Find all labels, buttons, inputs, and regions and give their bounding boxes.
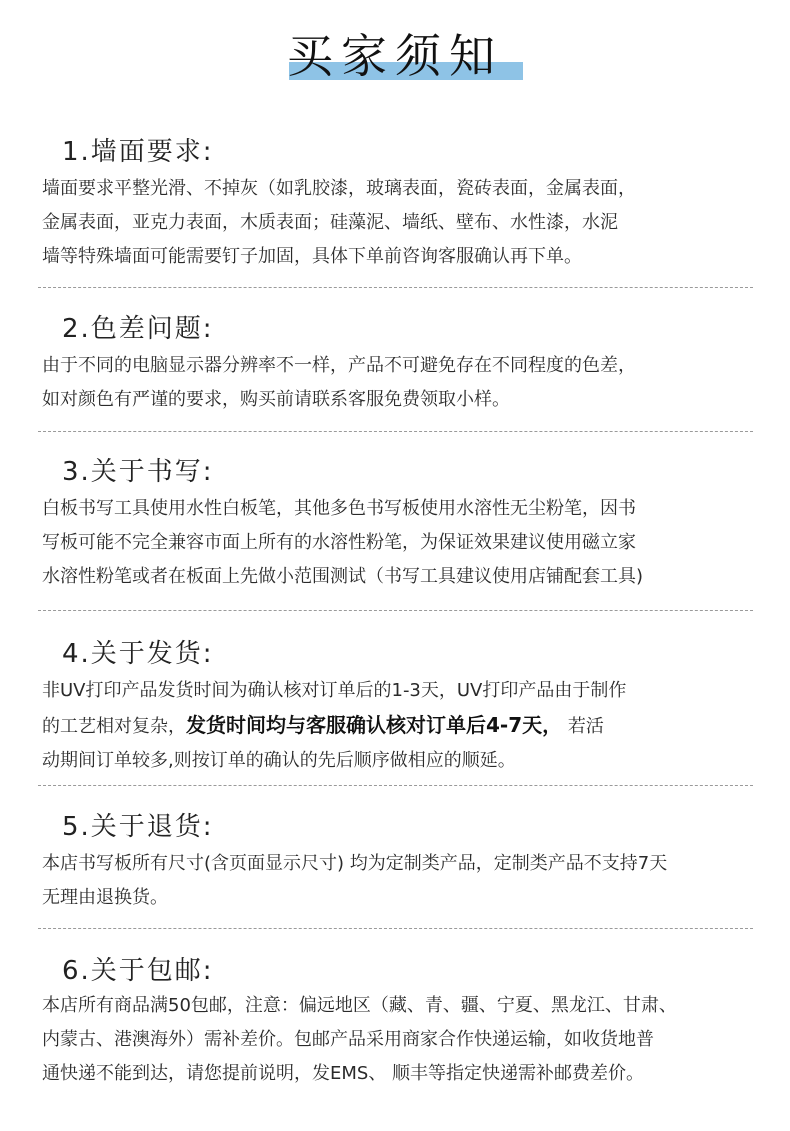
emphasized-text: 发货时间均与客服确认核对订单后4-7天， bbox=[186, 713, 563, 737]
body-line: 本店书写板所有尺寸(含页面显示尺寸) 均为定制类产品，定制类产品不支持7天 bbox=[42, 853, 668, 874]
body-line: 内蒙古、港澳海外）需补差价。包邮产品采用商家合作快递运输，如收货地普 bbox=[42, 1029, 654, 1050]
body-line: 非UV打印产品发货时间为确认核对订单后的1-3天，UV打印产品由于制作 bbox=[42, 680, 627, 701]
section-heading: 5.关于退货: bbox=[62, 812, 214, 842]
body-line bbox=[42, 708, 772, 744]
body-line: 水溶性粉笔或者在板面上先做小范围测试（书写工具建议使用店铺配套工具) bbox=[42, 566, 644, 587]
section-body bbox=[42, 847, 772, 915]
section-heading: 6.关于包邮: bbox=[62, 956, 214, 986]
body-text: 若活 bbox=[562, 716, 604, 737]
body-line: 金属表面，亚克力表面，木质表面；硅藻泥、墙纸、壁布、水性漆，水泥 bbox=[42, 212, 618, 233]
section-body bbox=[42, 674, 772, 778]
body-line: 墙面要求平整光滑、不掉灰（如乳胶漆，玻璃表面，瓷砖表面，金属表面， bbox=[42, 178, 636, 199]
body-line: 写板可能不完全兼容市面上所有的水溶性粉笔，为保证效果建议使用磁立家 bbox=[42, 532, 636, 553]
dashed-divider bbox=[38, 610, 753, 611]
body-line: 白板书写工具使用水性白板笔，其他多色书写板使用水溶性无尘粉笔，因书 bbox=[42, 498, 636, 519]
body-line: 动期间订单较多,则按订单的确认的先后顺序做相应的顺延。 bbox=[42, 750, 516, 771]
dashed-divider bbox=[38, 928, 753, 929]
section-body bbox=[42, 349, 772, 417]
body-line: 如对颜色有严谨的要求，购买前请联系客服免费领取小样。 bbox=[42, 389, 510, 410]
section-heading: 4.关于发货: bbox=[62, 639, 214, 669]
body-line: 由于不同的电脑显示器分辨率不一样，产品不可避免存在不同程度的色差， bbox=[42, 355, 636, 376]
dashed-divider bbox=[38, 431, 753, 432]
page-title-block bbox=[0, 22, 790, 92]
dashed-divider bbox=[38, 287, 753, 288]
body-line: 墙等特殊墙面可能需要钉子加固，具体下单前咨询客服确认再下单。 bbox=[42, 246, 582, 267]
section-heading: 1.墙面要求: bbox=[62, 137, 214, 167]
section-heading: 2.色差问题: bbox=[62, 314, 214, 344]
body-line: 通快递不能到达，请您提前说明，发EMS、 顺丰等指定快递需补邮费差价。 bbox=[42, 1063, 645, 1084]
section-body bbox=[42, 989, 772, 1091]
body-line: 本店所有商品满50包邮，注意：偏远地区（藏、青、疆、宁夏、黑龙江、甘肃、 bbox=[42, 995, 677, 1016]
dashed-divider bbox=[38, 785, 753, 786]
section-body bbox=[42, 172, 772, 274]
section-body bbox=[42, 492, 772, 594]
section-heading: 3.关于书写: bbox=[62, 457, 214, 487]
body-line: 无理由退换货。 bbox=[42, 887, 168, 908]
page-title: 买家须知 bbox=[287, 29, 503, 83]
body-text: 的工艺相对复杂， bbox=[42, 716, 186, 737]
